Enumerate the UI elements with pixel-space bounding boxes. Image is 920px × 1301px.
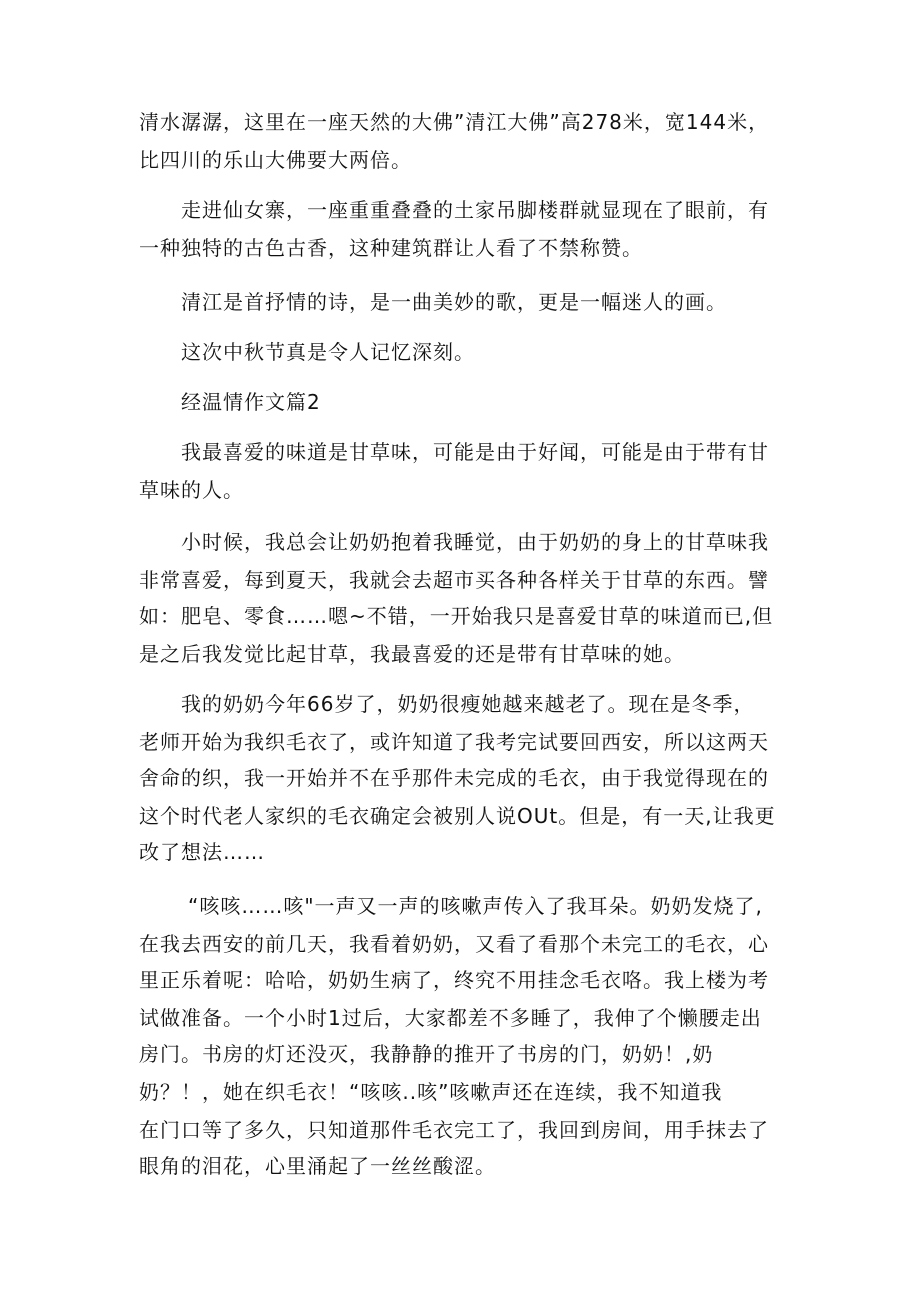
paragraph-7-line-3: 如：肥皂、零食……嗯~不错，一开始我只是喜爱甘草的味道而已,但 [139, 604, 774, 628]
paragraph-2-line-2: 一种独特的古色古香，这种建筑群让人看了不禁称赞。 [139, 236, 643, 260]
paragraph-9-line-1: “咳咳……咳"一声又一声的咳嗽声传入了我耳朵。奶奶发烧了, [188, 894, 763, 918]
paragraph-7-line-2: 非常喜爱，每到夏天，我就会去超市买各种各样关于甘草的东西。譬 [139, 568, 769, 592]
paragraph-6-line-2: 草味的人。 [139, 478, 244, 502]
paragraph-4-line-1: 这次中秋节真是令人记忆深刻。 [181, 340, 475, 364]
section-title: 经温情作文篇2 [181, 390, 321, 414]
paragraph-1-line-1: 清水潺潺，这里在一座天然的大佛”清江大佛”高278米，宽144米， [139, 110, 770, 134]
paragraph-9-line-4: 试做准备。一个小时1过后，大家都差不多睡了，我伸了个懒腰走出 [139, 1006, 762, 1030]
paragraph-8-line-5: 改了想法…… [139, 840, 265, 864]
paragraph-1-line-2: 比四川的乐山大佛要大两倍。 [139, 148, 412, 172]
paragraph-2-line-1: 走进仙女寨，一座重重叠叠的土家吊脚楼群就显现在了眼前，有 [181, 198, 769, 222]
paragraph-6-line-1: 我最喜爱的味道是甘草味，可能是由于好闻，可能是由于带有甘 [181, 440, 769, 464]
paragraph-9-line-3: 里正乐着呢：哈哈，奶奶生病了，终究不用挂念毛衣咯。我上楼为考 [139, 968, 769, 992]
paragraph-8-line-3: 舍命的织，我一开始并不在乎那件未完成的毛衣，由于我觉得现在的 [139, 766, 769, 790]
paragraph-9-line-5: 房门。书房的灯还没灭，我静静的推开了书房的门，奶奶！,奶 [139, 1042, 714, 1066]
paragraph-7-line-1: 小时候，我总会让奶奶抱着我睡觉，由于奶奶的身上的甘草味我 [181, 530, 769, 554]
paragraph-8-line-4: 这个时代老人家织的毛衣确定会被别人说OUt。但是，有一天,让我更 [139, 804, 776, 828]
paragraph-9-line-8: 眼角的泪花，心里涌起了一丝丝酸涩。 [139, 1154, 496, 1178]
paragraph-3-line-1: 清江是首抒情的诗，是一曲美妙的歌，更是一幅迷人的画。 [181, 290, 727, 314]
paragraph-8-line-1: 我的奶奶今年66岁了，奶奶很瘦她越来越老了。现在是冬季， [181, 692, 755, 716]
paragraph-9-line-2: 在我去西安的前几天，我看着奶奶，又看了看那个未完工的毛衣，心 [139, 932, 769, 956]
paragraph-9-line-6: 奶？！，她在织毛衣！“咳咳..咳”咳嗽声还在连续，我不知道我 [139, 1080, 723, 1104]
paragraph-9-line-7: 在门口等了多久，只知道那件毛衣完工了，我回到房间，用手抹去了 [139, 1118, 769, 1142]
paragraph-7-line-4: 是之后我发觉比起甘草，我最喜爱的还是带有甘草味的她。 [139, 642, 685, 666]
paragraph-8-line-2: 老师开始为我织毛衣了，或许知道了我考完试要回西安，所以这两天 [139, 730, 769, 754]
